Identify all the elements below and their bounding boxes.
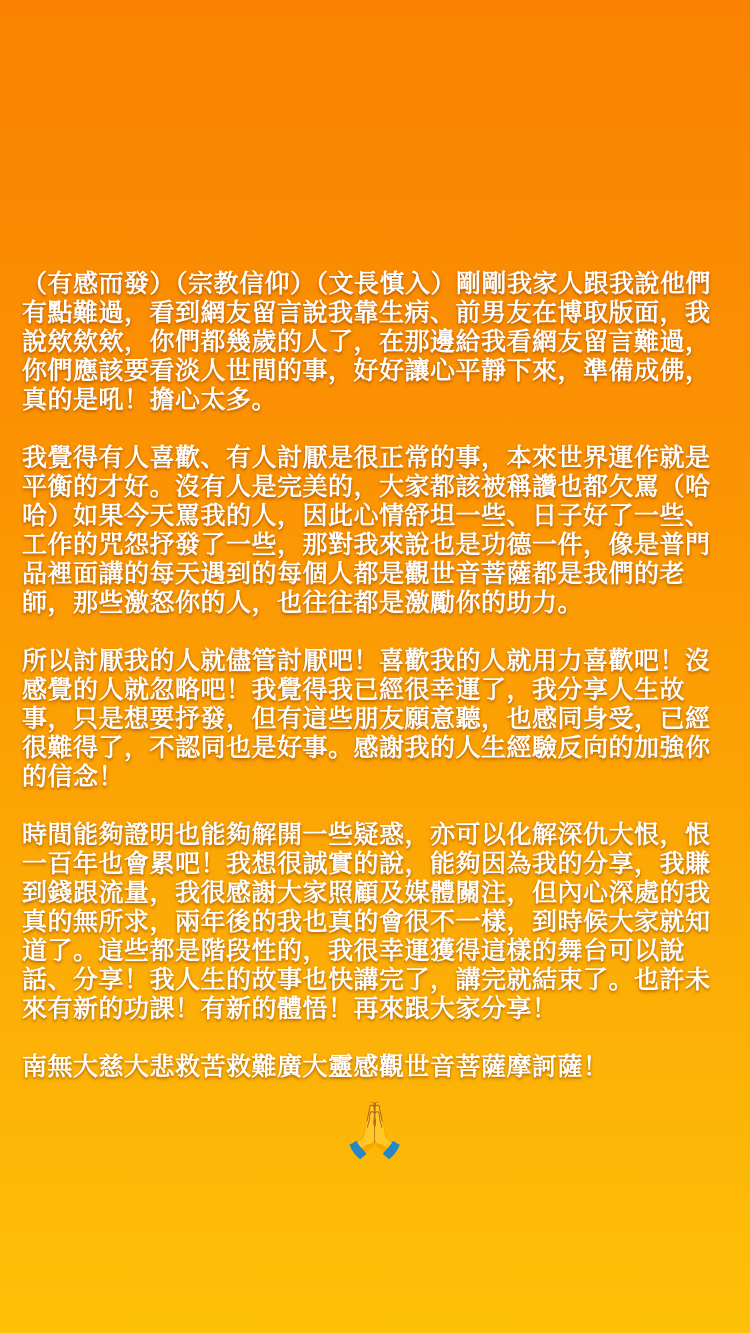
story-paragraph: 南無大慈大悲救苦救難廣大靈感觀世音菩薩摩訶薩！ — [22, 1053, 609, 1081]
story-paragraph: 我覺得有人喜歡、有人討厭是很正常的事，本來世界運作就是平衡的才好。沒有人是完美的，大家都該被稱讚也都欠罵（哈哈）如果今天罵我的人，因此心情舒坦一些、日子好了一些、工作的咒怨抒發了一些，那對我來說也是功德一件，像是普門品裡面講的每天遇到的每個人都是觀世音菩薩都是我們的老師，那些激怒你的人，也往往都是激勵你的助力。 — [22, 444, 711, 617]
story-paragraph: 所以討厭我的人就儘管討厭吧！喜歡我的人就用力喜歡吧！沒感覺的人就忽略吧！我覺得我已經很幸運了，我分享人生故事，只是想要抒發，但有這些朋友願意聽，也感同身受，已經很難得了，不認同也是好事。感謝我的人生經驗反向的加強你的信念！ — [22, 647, 711, 791]
story-paragraph: （有感而發）（宗教信仰）（文長慎入）剛剛我家人跟我說他們有點難過，看到網友留言說我靠生病、前男友在博取版面，我說欸欸欸，你們都幾歲的人了，在那邊給我看網友留言難過，你們應該要看淡人世間的事，好好讓心平靜下來，準備成佛，真的是吼！擔心太多。 — [22, 270, 712, 414]
emoji-row — [0, 1098, 750, 1162]
folded-hands-emoji: 🙏 — [341, 1100, 409, 1160]
story-paragraph: 時間能夠證明也能夠解開一些疑惑，亦可以化解深仇大恨，恨一百年也會累吧！我想很誠實的說，能夠因為我的分享，我賺到錢跟流量，我很感謝大家照顧及媒體關注，但內心深處的我真的無所求，兩年後的我也真的會很不一樣，到時候大家就知道了。這些都是階段性的，我很幸運獲得這樣的舞台可以說話、分享！我人生的故事也快講完了，講完就結束了。也許未來有新的功課！有新的體悟！再來跟大家分享！ — [22, 821, 711, 1023]
story-text-block — [0, 270, 750, 1111]
